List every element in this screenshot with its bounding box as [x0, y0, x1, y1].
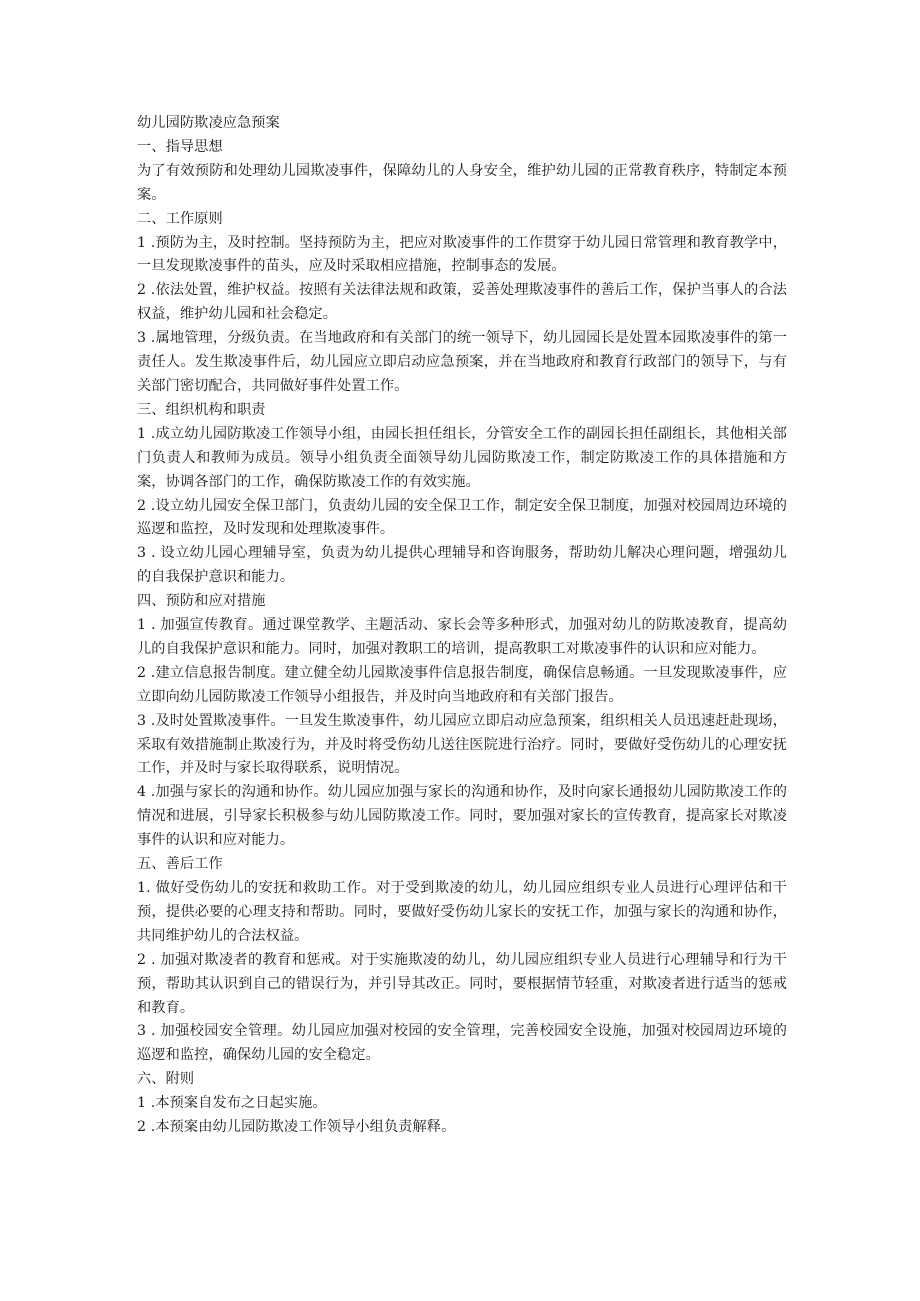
section-2-paragraph-2: 2 .依法处置，维护权益。按照有关法律法规和政策，妥善处理欺凌事件的善后工作，保护当事人的合法权益，维护幼儿园和社会稳定。: [137, 282, 787, 323]
section-4-paragraph-3: 3 .及时处置欺凌事件。一旦发生欺凌事件，幼儿园应立即启动应急预案，组织相关人员迅速赶赴现场，采取有效措施制止欺凌行为，并及时将受伤幼儿送往医院进行治疗。同时，要做好受伤幼儿的心理安抚工作，并及时与家长取得联系，说明情况。: [137, 712, 787, 777]
document-title: 幼儿园防欺凌应急预案: [137, 115, 280, 131]
section-5-paragraph-3: 3 . 加强校园安全管理。幼儿园应加强对校园的安全管理，完善校园安全设施，加强对校园周边环境的巡逻和监控，确保幼儿园的安全稳定。: [137, 1023, 787, 1064]
section-6-paragraph-2: 2 .本预案由幼儿园防欺凌工作领导小组负责解释。: [137, 1119, 456, 1136]
section-5-paragraph-1: 1. 做好受伤幼儿的安抚和救助工作。对于受到欺凌的幼儿，幼儿园应组织专业人员进行心理评估和干预，提供必要的心理支持和帮助。同时，要做好受伤幼儿家长的安抚工作，加强与家长的沟通和协作，共同维护幼儿的合法权益。: [137, 880, 787, 944]
section-2-paragraph-3: 3 .属地管理，分级负责。在当地政府和有关部门的统一领导下，幼儿园园长是处置本园欺凌事件的第一责任人。发生欺凌事件后，幼儿园应立即启动应急预案，并在当地政府和教育行政部门的领导下，与有关部门密切配合，共同做好事件处置工作。: [137, 330, 787, 394]
section-heading-1: 一、指导思想: [137, 138, 223, 155]
section-2-paragraph-1: 1 .预防为主，及时控制。坚持预防为主，把应对欺凌事件的工作贯穿于幼儿园日常管理和教育教学中，一旦发现欺凌事件的苗头，应及时采取相应措施，控制事态的发展。: [137, 234, 787, 275]
section-1-paragraph-1: 为了有效预防和处理幼儿园欺凌事件，保障幼儿的人身安全，维护幼儿园的正常教育秩序，特制定本预案。: [137, 162, 787, 203]
section-4-paragraph-1: 1 . 加强宣传教育。通过课堂教学、主题活动、家长会等多种形式，加强对幼儿的防欺凌教育，提高幼儿的自我保护意识和能力。同时，加强对教职工的培训，提高教职工对欺凌事件的认识和应对能力。: [137, 617, 787, 657]
section-3-paragraph-1: 1 .成立幼儿园防欺凌工作领导小组，由园长担任组长，分管安全工作的副园长担任副组长，其他相关部门负责人和教师为成员。领导小组负责全面领导幼儿园防欺凌工作，制定防欺凌工作的具体措施和方案，协调各部门的工作，确保防欺凌工作的有效实施。: [137, 425, 787, 490]
document-page: [137, 112, 787, 1140]
section-4-paragraph-4: 4 .加强与家长的沟通和协作。幼儿园应加强与家长的沟通和协作，及时向家长通报幼儿园防欺凌工作的情况和进展，引导家长积极参与幼儿园防欺凌工作。同时，要加强对家长的宣传教育，提高家长对欺凌事件的认识和应对能力。: [137, 784, 787, 849]
section-4-paragraph-2: 2 .建立信息报告制度。建立健全幼儿园欺凌事件信息报告制度，确保信息畅通。一旦发现欺凌事件，应立即向幼儿园防欺凌工作领导小组报告，并及时向当地政府和有关部门报告。: [137, 664, 787, 705]
section-heading-2: 二、工作原则: [137, 210, 223, 227]
section-heading-3: 三、组织机构和职责: [137, 401, 266, 418]
section-3-paragraph-3: 3 . 设立幼儿园心理辅导室，负责为幼儿提供心理辅导和咨询服务，帮助幼儿解决心理问题，增强幼儿的自我保护意识和能力。: [137, 545, 787, 586]
section-3-paragraph-2: 2 .设立幼儿园安全保卫部门，负责幼儿园的安全保卫工作，制定安全保卫制度，加强对校园周边环境的巡逻和监控，及时发现和处理欺凌事件。: [137, 497, 787, 538]
section-heading-6: 六、附则: [137, 1071, 195, 1088]
section-6-paragraph-1: 1 .本预案自发布之日起实施。: [137, 1095, 327, 1112]
section-heading-5: 五、善后工作: [137, 856, 223, 873]
section-5-paragraph-2: 2 . 加强对欺凌者的教育和惩戒。对于实施欺凌的幼儿，幼儿园应组织专业人员进行心理辅导和行为干预，帮助其认识到自己的错误行为，并引导其改正。同时，要根据情节轻重，对欺凌者进行适当的惩戒和教育。: [137, 951, 787, 1016]
section-heading-4: 四、预防和应对措施: [137, 593, 266, 610]
